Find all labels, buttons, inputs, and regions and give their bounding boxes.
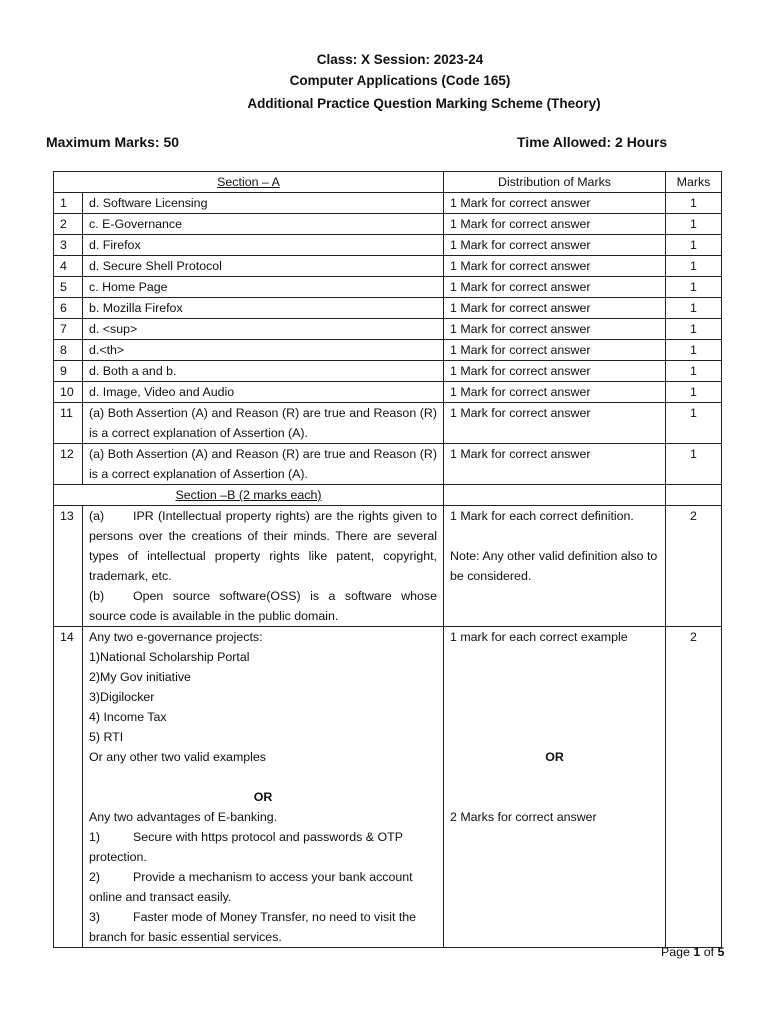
distribution-cell: 1 Mark for correct answer bbox=[444, 444, 666, 485]
item-number: 3) bbox=[89, 910, 101, 924]
table-row bbox=[54, 403, 722, 444]
list-item bbox=[89, 827, 437, 867]
item-text: Faster mode of Money Transfer, no need to visit the branch for basic essential services. bbox=[89, 910, 417, 944]
q13-part-b bbox=[89, 586, 437, 626]
page-prefix: Page bbox=[661, 945, 694, 959]
answer-cell: c. Home Page bbox=[83, 277, 444, 298]
q13-dist-note: Note: Any other valid definition also to be considered. bbox=[450, 549, 658, 583]
or-separator: OR bbox=[545, 750, 564, 764]
q14-dist-alt: 2 Marks for correct answer bbox=[450, 810, 597, 824]
answer-cell: d. Software Licensing bbox=[83, 193, 444, 214]
q14-intro: Any two e-governance projects: bbox=[89, 630, 263, 644]
question-number: 10 bbox=[54, 382, 83, 403]
q13-part-a bbox=[89, 506, 437, 586]
marks-cell: 1 bbox=[666, 319, 722, 340]
distribution-cell: 1 Mark for correct answer bbox=[444, 214, 666, 235]
table-row bbox=[54, 256, 722, 277]
table-row bbox=[54, 444, 722, 485]
list-item: 4) Income Tax bbox=[89, 710, 167, 724]
answer-cell bbox=[83, 506, 444, 627]
table-row bbox=[54, 277, 722, 298]
marks-cell: 2 bbox=[666, 506, 722, 627]
distribution-cell: 1 Mark for correct answer bbox=[444, 319, 666, 340]
marks-cell: 1 bbox=[666, 256, 722, 277]
table-row bbox=[54, 361, 722, 382]
page-of: of bbox=[700, 945, 718, 959]
document-title: Additional Practice Question Marking Scheme (Theory) bbox=[247, 96, 601, 111]
answer-cell: d. Firefox bbox=[83, 235, 444, 256]
marks-cell: 1 bbox=[666, 444, 722, 485]
marking-scheme-table bbox=[53, 171, 722, 948]
page-current: 1 bbox=[693, 945, 701, 959]
marks-cell: 2 bbox=[666, 627, 722, 948]
answer-cell: c. E-Governance bbox=[83, 214, 444, 235]
distribution-cell: 1 Mark for correct answer bbox=[444, 403, 666, 444]
question-number: 14 bbox=[54, 627, 83, 948]
distribution-heading: Distribution of Marks bbox=[444, 172, 666, 193]
class-session-title: Class: X Session: 2023-24 bbox=[316, 52, 484, 67]
question-number: 1 bbox=[54, 193, 83, 214]
empty-cell bbox=[444, 485, 666, 506]
question-number: 4 bbox=[54, 256, 83, 277]
part-label: (a) bbox=[89, 509, 105, 523]
marks-cell: 1 bbox=[666, 193, 722, 214]
distribution-cell: 1 Mark for correct answer bbox=[444, 361, 666, 382]
question-number: 13 bbox=[54, 506, 83, 627]
or-separator: OR bbox=[253, 790, 273, 804]
question-number: 3 bbox=[54, 235, 83, 256]
distribution-cell: 1 Mark for correct answer bbox=[444, 382, 666, 403]
table-row bbox=[54, 193, 722, 214]
question-number: 12 bbox=[54, 444, 83, 485]
distribution-cell bbox=[444, 506, 666, 627]
list-item: 3)Digilocker bbox=[89, 690, 155, 704]
page-total: 5 bbox=[717, 945, 725, 959]
item-text: Secure with https protocol and passwords & OTP protection. bbox=[89, 830, 403, 864]
item-number: 2) bbox=[89, 870, 101, 884]
section-b-row bbox=[54, 485, 722, 506]
question-number: 8 bbox=[54, 340, 83, 361]
section-a-heading: Section – A bbox=[54, 172, 444, 193]
table-header-row bbox=[54, 172, 722, 193]
list-item: 5) RTI bbox=[89, 730, 124, 744]
table-row bbox=[54, 214, 722, 235]
answer-cell: d. Secure Shell Protocol bbox=[83, 256, 444, 277]
marks-cell: 1 bbox=[666, 235, 722, 256]
part-text: Open source software(OSS) is a software whose source code is available in the public domain. bbox=[89, 589, 437, 623]
marks-cell: 1 bbox=[666, 277, 722, 298]
table-row bbox=[54, 298, 722, 319]
marks-cell: 1 bbox=[666, 214, 722, 235]
list-item bbox=[89, 867, 437, 907]
table-row bbox=[54, 382, 722, 403]
item-text: Provide a mechanism to access your bank account online and transact easily. bbox=[89, 870, 413, 904]
list-item: 2)My Gov initiative bbox=[89, 670, 191, 684]
answer-cell: b. Mozilla Firefox bbox=[83, 298, 444, 319]
question-number: 9 bbox=[54, 361, 83, 382]
item-number: 1) bbox=[89, 830, 101, 844]
distribution-cell: 1 Mark for correct answer bbox=[444, 256, 666, 277]
table-row bbox=[54, 319, 722, 340]
question-number: 6 bbox=[54, 298, 83, 319]
question-number: 2 bbox=[54, 214, 83, 235]
distribution-cell: 1 Mark for correct answer bbox=[444, 340, 666, 361]
part-text: IPR (Intellectual property rights) are the rights given to persons over the creations of their minds. There are several types of intellectual property rights like patent, copyright, trademark, etc. bbox=[89, 509, 437, 583]
section-b-heading: Section –B (2 marks each) bbox=[54, 485, 444, 506]
table-row bbox=[54, 340, 722, 361]
answer-cell: d. Both a and b. bbox=[83, 361, 444, 382]
marks-heading: Marks bbox=[666, 172, 722, 193]
q14-dist-line: 1 mark for each correct example bbox=[450, 630, 628, 644]
answer-cell: d.<th> bbox=[83, 340, 444, 361]
distribution-cell: 1 Mark for correct answer bbox=[444, 298, 666, 319]
distribution-cell: 1 Mark for correct answer bbox=[444, 235, 666, 256]
marks-cell: 1 bbox=[666, 361, 722, 382]
answer-cell: (a) Both Assertion (A) and Reason (R) are true and Reason (R) is a correct explanation of Assertion (A). bbox=[83, 444, 444, 485]
distribution-cell bbox=[444, 627, 666, 948]
answer-cell: d. <sup> bbox=[83, 319, 444, 340]
time-allowed: Time Allowed: 2 Hours bbox=[517, 134, 668, 150]
marks-cell: 1 bbox=[666, 298, 722, 319]
answer-cell bbox=[83, 627, 444, 948]
q13-dist-line: 1 Mark for each correct definition. bbox=[450, 509, 634, 523]
maximum-marks: Maximum Marks: 50 bbox=[46, 134, 180, 150]
marks-cell: 1 bbox=[666, 403, 722, 444]
list-item: 1)National Scholarship Portal bbox=[89, 650, 250, 664]
question-number: 11 bbox=[54, 403, 83, 444]
question-number: 7 bbox=[54, 319, 83, 340]
marks-cell: 1 bbox=[666, 340, 722, 361]
subject-title: Computer Applications (Code 165) bbox=[289, 73, 511, 88]
ebank-intro: Any two advantages of E-banking. bbox=[89, 810, 278, 824]
marks-cell: 1 bbox=[666, 382, 722, 403]
page-number bbox=[661, 945, 724, 959]
q14-other: Or any other two valid examples bbox=[89, 750, 266, 764]
table-row-q14 bbox=[54, 627, 722, 948]
answer-cell: d. Image, Video and Audio bbox=[83, 382, 444, 403]
distribution-cell: 1 Mark for correct answer bbox=[444, 277, 666, 298]
list-item bbox=[89, 907, 437, 947]
empty-cell bbox=[666, 485, 722, 506]
table-row bbox=[54, 235, 722, 256]
answer-cell: (a) Both Assertion (A) and Reason (R) are true and Reason (R) is a correct explanation of Assertion (A). bbox=[83, 403, 444, 444]
part-label: (b) bbox=[89, 589, 105, 603]
question-number: 5 bbox=[54, 277, 83, 298]
table-row-q13 bbox=[54, 506, 722, 627]
distribution-cell: 1 Mark for correct answer bbox=[444, 193, 666, 214]
